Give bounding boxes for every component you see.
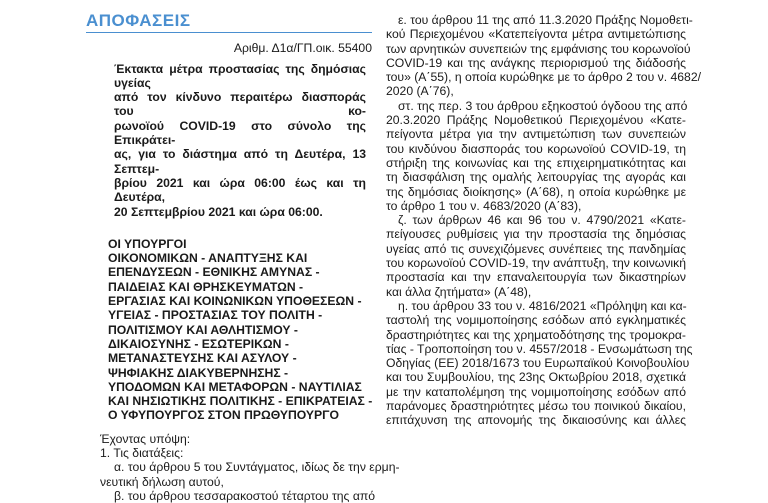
text-line: τίας - Τροποποίηση του ν. 4557/2018 - Ενσωμάτωση της (386, 341, 693, 356)
title-line: 20 Σεπτεμβρίου 2021 και ώρα 06:00. (114, 204, 323, 219)
body-line: νευτική δήλωση αυτού, (100, 474, 224, 489)
text-line: στ. της περ. 3 του άρθρου εξηκοστού όγδοου της από (398, 98, 688, 113)
text-line: επιτάχυνση της απονομής της δικαιοσύνης και άλλες (386, 413, 686, 428)
title-line: Έκτακτα μέτρα προστασίας της δημόσιας υγείας (114, 61, 366, 90)
text-line: το άρθρο 1 του ν. 4683/2020 (Α΄83), (386, 198, 582, 213)
title-line: βρίου 2021 και ώρα 06:00 έως και τη Δευτέρα, (114, 175, 366, 205)
body-line: β. του άρθρου τεσσαρακοστού τέταρτου της από (114, 488, 376, 503)
text-line: των αρνητικών συνεπειών της εμφάνισης του κορωνοϊού (386, 41, 691, 56)
minister-line: ΕΠΕΝΔΥΣΕΩΝ - ΕΘΝΙΚΗΣ ΑΜΥΝΑΣ - (108, 265, 320, 280)
left-column (86, 0, 400, 503)
text-line: δραστηριότητες και της χρηματοδότησης της τρομοκρα- (386, 327, 686, 342)
title-line: ας, για το διάστημα από τη Δευτέρα, 13 Σεπτεμ- (114, 147, 366, 176)
minister-line: ΥΓΕΙΑΣ - ΠΡΟΣΤΑΣΙΑΣ ΤΟΥ ΠΟΛΙΤΗ - (108, 308, 323, 323)
text-line: και του Συμβουλίου, της 23ης Οκτωβρίου 2018, σχετικά (386, 370, 686, 385)
text-line: ζ. των άρθρων 46 και 96 του ν. 4790/2021 «Κατε- (398, 213, 686, 228)
text-line: τη διασφάλιση της ομαλής λειτουργίας της αγοράς και (386, 170, 686, 185)
text-line: ταστολή της νομιμοποίησης εσόδων από εγκληματικές (386, 313, 686, 328)
section-title: ΑΠΟΦΑΣΕΙΣ (86, 14, 372, 33)
body-line: α. του άρθρου 5 του Συντάγματος, ιδίως δε την ερμη- (114, 460, 400, 475)
text-line: 2020 (Α΄76), (386, 84, 454, 99)
body-line: 1. Τις διατάξεις: (100, 446, 184, 461)
text-line: πείγοντα μέτρα για την αντιμετώπιση των συνεπειών (386, 127, 686, 142)
minister-line: Ο ΥΦΥΠΟΥΡΓΟΣ ΣΤΟΝ ΠΡΩΘΥΠΟΥΡΓΟ (108, 408, 339, 423)
right-column (386, 0, 701, 428)
text-line: του κορωνοϊού COVID-19, την ανάπτυξη, την κοινωνική (386, 256, 686, 271)
minister-line: ΕΡΓΑΣΙΑΣ ΚΑΙ ΚΟΙΝΩΝΙΚΩΝ ΥΠΟΘΕΣΕΩΝ - (108, 294, 362, 309)
text-line: η. του άρθρου 33 του ν. 4816/2021 «Πρόληψη και κα- (398, 298, 687, 313)
text-line: κού Περιεχομένου «Κατεπείγοντα μέτρα αντιμετώπισης (386, 27, 686, 42)
text-line: της δημόσιας διοίκησης» (Α΄68), η οποία κυρώθηκε με (386, 184, 686, 199)
minister-line: ΟΙ ΥΠΟΥΡΓΟΙ (108, 236, 187, 251)
minister-line: ΜΕΤΑΝΑΣΤΕΥΣΗΣ ΚΑΙ ΑΣΥΛΟΥ - (108, 351, 297, 366)
minister-line: ΥΠΟΔΟΜΩΝ ΚΑΙ ΜΕΤΑΦΟΡΩΝ - ΝΑΥΤΙΛΙΑΣ (108, 379, 362, 394)
minister-line: ΨΗΦΙΑΚΗΣ ΔΙΑΚΥΒΕΡΝΗΣΗΣ - (108, 365, 289, 380)
body-line: Έχοντας υπόψη: (100, 431, 191, 446)
decision-title (86, 62, 372, 219)
minister-line: ΔΙΚΑΙΟΣΥΝΗΣ - ΕΣΩΤΕΡΙΚΩΝ - (108, 336, 289, 351)
left-body-text (86, 431, 400, 503)
title-line: ρωνοϊού COVID-19 στο σύνολο της Επικράτει- (114, 118, 366, 148)
decision-number: Αριθμ. Δ1α/ΓΠ.οικ. 55400 (233, 41, 372, 56)
text-line: του κινδύνου διασποράς του κορωνοϊού COVID-19, τη (386, 141, 686, 156)
text-line: πείγουσες ρυθμίσεις για την προστασία της δημόσιας (386, 227, 686, 242)
text-line: Οδηγίας (ΕΕ) 2018/1673 του Ευρωπαϊκού Κοινοβουλίου (386, 356, 690, 371)
minister-line: ΠΟΛΙΤΙΣΜΟΥ ΚΑΙ ΑΘΛΗΤΙΣΜΟΥ - (108, 322, 298, 337)
text-line: στήριξη της κοινωνίας και της επιχειρηματικότητας και (386, 155, 686, 170)
title-line: από τον κίνδυνο περαιτέρω διασποράς του κο- (114, 90, 366, 119)
text-line: προστασία και την επαναλειτουργία των δικαστηρίων (386, 270, 686, 285)
text-line: ε. του άρθρου 11 της από 11.3.2020 Πράξης Νομοθετι- (398, 13, 693, 27)
minister-line: ΚΑΙ ΝΗΣΙΩΤΙΚΗΣ ΠΟΛΙΤΙΚΗΣ - ΕΠΙΚΡΑΤΕΙΑΣ - (108, 394, 373, 409)
minister-line: ΟΙΚΟΝΟΜΙΚΩΝ - ΑΝΑΠΤΥΞΗΣ ΚΑΙ (108, 251, 308, 266)
text-line: COVID-19 και της ανάγκης περιορισμού της διάδοσής (386, 55, 686, 70)
text-line: υγείας από τις συνεχιζόμενες συνέπειες της πανδημίας (386, 241, 686, 256)
text-line: και άλλα ζητήματα» (Α΄48), (386, 284, 532, 299)
minister-line: ΠΑΙΔΕΙΑΣ ΚΑΙ ΘΡΗΣΚΕΥΜΑΤΩΝ - (108, 279, 304, 294)
ministers-block (86, 237, 372, 423)
text-line: 20.3.2020 Πράξης Νομοθετικού Περιεχομένου «Κατε- (386, 113, 686, 128)
text-line: με την καταπολέμηση της νομιμοποίησης εσόδων από (386, 384, 686, 399)
text-line: του» (Α΄55), η οποία κυρώθηκε με το άρθρο 2 του ν. 4682/ (386, 70, 701, 85)
text-line: παράνομες δραστηριότητες μέσω του ποινικού δικαίου, (386, 399, 686, 414)
